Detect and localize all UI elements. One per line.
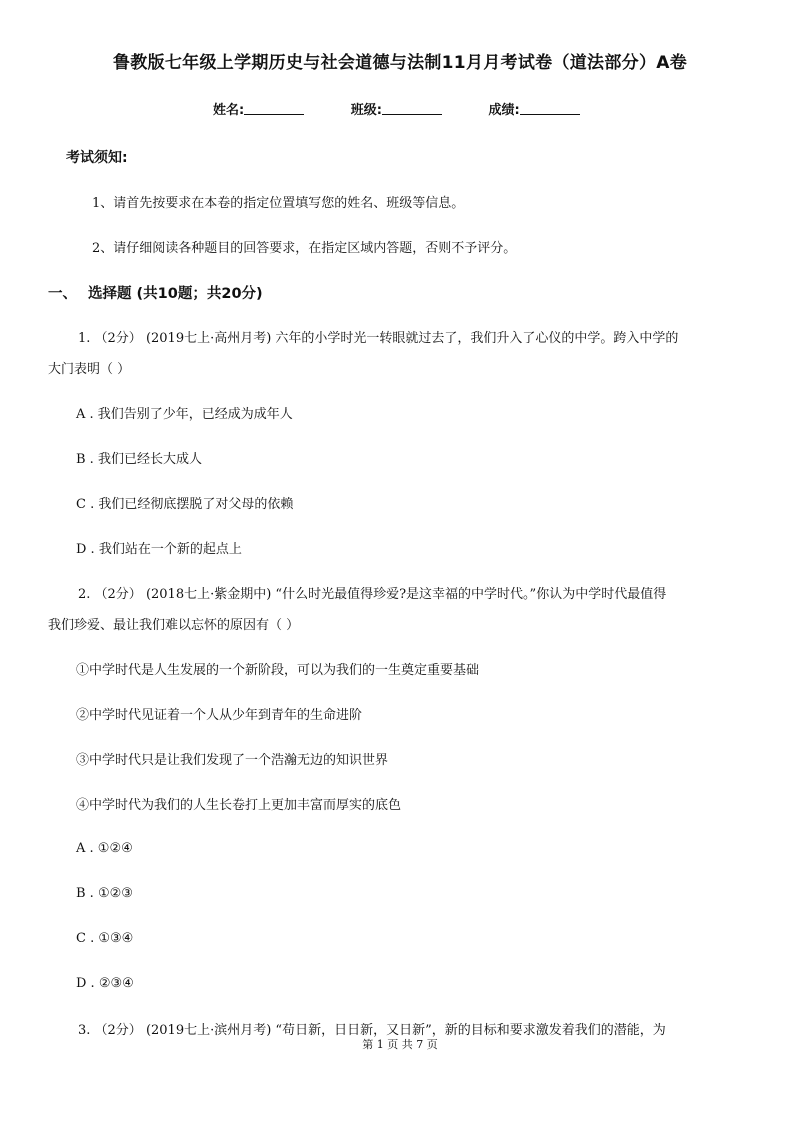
score-blank[interactable] bbox=[520, 102, 580, 115]
exam-title: 鲁教版七年级上学期历史与社会道德与法制11月月考试卷（道法部分）A卷 bbox=[112, 53, 687, 73]
question-2-statement-4: ④中学时代为我们的人生长卷打上更加丰富而厚实的底色 bbox=[76, 798, 402, 813]
score-field bbox=[488, 99, 579, 118]
question-1-option-a[interactable]: A . 我们告别了少年，已经成为成年人 bbox=[76, 407, 293, 422]
question-2-statement-1: ①中学时代是人生发展的一个新阶段，可以为我们的一生奠定重要基础 bbox=[76, 663, 480, 678]
question-1-option-b[interactable]: B . 我们已经长大成人 bbox=[76, 452, 202, 467]
name-label: 姓名: bbox=[213, 103, 245, 118]
question-1-stem-cont: 大门表明（ ） bbox=[48, 362, 131, 377]
question-2-stem: 2. （2分） (2018七上·紫金期中) “什么时光最值得珍爱?是这幸福的中学时代。”你认为中学时代最值得 bbox=[78, 587, 667, 602]
question-2-option-c[interactable]: C . ①③④ bbox=[76, 931, 134, 946]
question-2-option-d[interactable]: D . ②③④ bbox=[76, 976, 134, 991]
class-field bbox=[351, 99, 442, 118]
notice-item-1: 1、请首先按要求在本卷的指定位置填写您的姓名、班级等信息。 bbox=[92, 196, 465, 211]
question-1-option-c[interactable]: C . 我们已经彻底摆脱了对父母的依赖 bbox=[76, 497, 294, 512]
page-footer: 第 1 页 共 7 页 bbox=[362, 1038, 438, 1051]
notice-heading: 考试须知: bbox=[66, 150, 128, 166]
question-2-stem-cont: 我们珍爱、最让我们难以忘怀的原因有（ ） bbox=[48, 618, 300, 633]
name-field bbox=[213, 99, 304, 118]
section-title: 选择题 (共10题；共20分) bbox=[88, 286, 263, 302]
question-3-stem: 3. （2分） (2019七上·滨州月考) “苟日新，日日新，又日新”，新的目标和要求激发着我们的潜能，为 bbox=[78, 1023, 666, 1038]
question-2-statement-2: ②中学时代见证着一个人从少年到青年的生命进阶 bbox=[76, 708, 363, 723]
question-1-option-d[interactable]: D . 我们站在一个新的起点上 bbox=[76, 542, 242, 557]
student-info-row bbox=[213, 99, 622, 118]
question-2-option-b[interactable]: B . ①②③ bbox=[76, 886, 133, 901]
class-blank[interactable] bbox=[382, 102, 442, 115]
question-1-stem: 1. （2分） (2019七上·高州月考) 六年的小学时光一转眼就过去了，我们升入了心仪的中学。跨入中学的 bbox=[78, 331, 679, 346]
class-label: 班级: bbox=[350, 103, 382, 118]
section-heading bbox=[48, 282, 263, 303]
question-2-statement-3: ③中学时代只是让我们发现了一个浩瀚无边的知识世界 bbox=[76, 753, 389, 768]
question-2-option-a[interactable]: A . ①②④ bbox=[76, 841, 133, 856]
name-blank[interactable] bbox=[244, 102, 304, 115]
notice-item-2: 2、请仔细阅读各种题目的回答要求，在指定区域内答题，否则不予评分。 bbox=[92, 241, 517, 256]
score-label: 成绩: bbox=[488, 103, 520, 118]
section-number: 一、 bbox=[48, 286, 77, 302]
